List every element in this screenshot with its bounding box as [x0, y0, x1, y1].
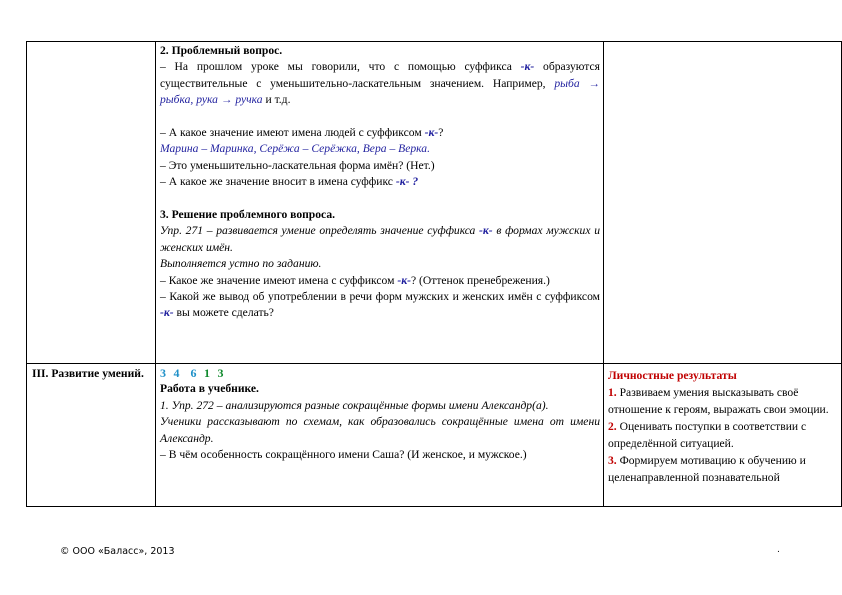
textbook-work-heading: Работа в учебнике.	[160, 382, 259, 396]
exercise-271: Упр. 271 – развивается умение определять значение суффикса -к- в формах мужских и женских имён.	[160, 224, 600, 254]
copyright-footer: © ООО «Баласс», 2013	[60, 546, 175, 557]
section2-intro: – На прошлом уроке мы говорили, что с помощью суффикса -к- образуются существительные с уменьшительно-ласкательным значением. Например, рыба → рыбка, рука → ручка и т.д.	[160, 60, 600, 107]
results-cell	[608, 367, 836, 486]
table-top-border	[26, 41, 842, 42]
result-3: 3. Формируем мотивацию к обучению и целенаправленной познавательной	[608, 454, 806, 484]
section2-question-3: – А какое же значение вносит в имена суффикс -к- ?	[160, 175, 419, 189]
exercise-272: 1. Упр. 272 – анализируются разные сокращённые формы имени Александр(а).	[160, 398, 549, 412]
section2-question-1: – А какое значение имеют имена людей с суффиксом -к-?	[160, 126, 444, 140]
skills-cell	[160, 365, 600, 463]
section3-question-1: – Какое же значение имеют имена с суффиксом -к-? (Оттенок пренебрежения.)	[160, 273, 550, 287]
section2-question-2: – Это уменьшительно-ласкательная форма имён? (Нет.)	[160, 158, 435, 172]
lesson-table	[26, 41, 842, 507]
column-divider-1	[155, 41, 156, 507]
footer-dot: .	[777, 545, 780, 555]
stage-label: III. Развитие умений.	[32, 367, 144, 380]
result-2: 2. Оценивать поступки в соответствии с определённой ситуацией.	[608, 420, 807, 450]
sasha-question: – В чём особенность сокращённого имени Саша? (И женское, и мужское.)	[160, 448, 527, 462]
students-task: Ученики рассказывают по схемам, как образовались сокращённые имена от имени Александр.	[160, 415, 600, 445]
row-divider	[26, 363, 842, 364]
table-left-border	[26, 41, 27, 507]
section3-question-2: – Какой же вывод об употреблении в речи форм мужских и женских имён с суффиксом -к- вы можете сделать?	[160, 290, 600, 320]
table-bottom-border	[26, 506, 842, 507]
problem-cell	[160, 43, 600, 322]
result-1: 1. Развиваем умения высказывать своё отношение к героям, выражать свои эмоции.	[608, 386, 829, 416]
names-examples: Марина – Маринка, Серёжа – Серёжка, Вера – Верка.	[160, 142, 430, 156]
column-divider-2	[603, 41, 604, 507]
number-codes: 3 4 6 1 3	[160, 366, 224, 380]
section2-heading: 2. Проблемный вопрос.	[160, 44, 283, 57]
section3-heading: 3. Решение проблемного вопроса.	[160, 208, 336, 222]
results-title: Личностные результаты	[608, 369, 737, 382]
oral-note: Выполняется устно по заданию.	[160, 257, 322, 271]
